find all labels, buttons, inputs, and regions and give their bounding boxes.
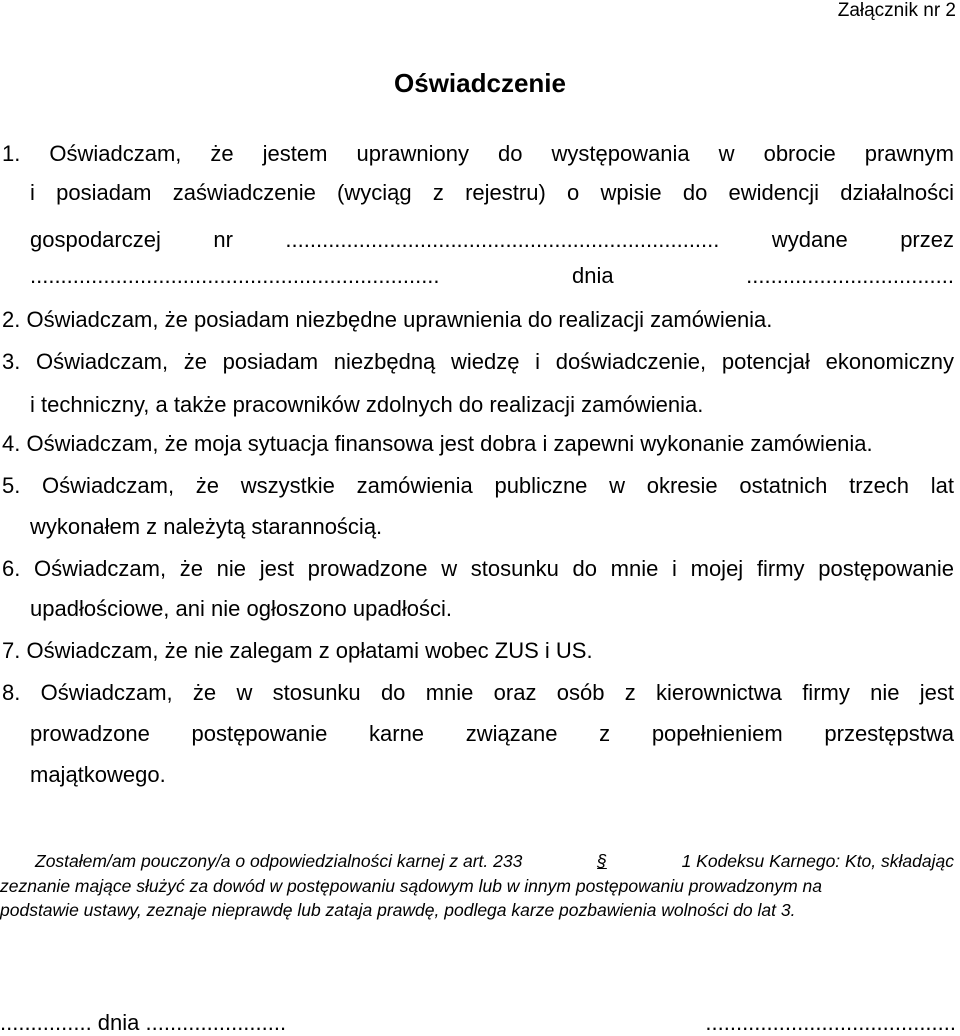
statement-2-line-1: 2. Oświadczam, że posiadam niezbędne uprawnienia do realizacji zamówienia.	[2, 307, 773, 332]
statement-8-line-3: majątkowego.	[30, 762, 166, 787]
statement-6-line-1: 6. Oświadczam, że nie jest prowadzone w stosunku do mnie i mojej firmy postępowanie	[2, 556, 954, 581]
statement-4-line-1: 4. Oświadczam, że moja sytuacja finansowa jest dobra i zapewni wykonanie zamówienia.	[2, 431, 873, 456]
legal-note-line-1	[35, 851, 954, 872]
statement-1-line-3: gospodarczej nr ....................................................................... wydane przez	[30, 227, 954, 252]
legal-note-line-1-start: Zostałem/am pouczony/a o odpowiedzialności karnej z art. 233	[35, 851, 523, 871]
signature-line: .........................................	[705, 1010, 956, 1035]
legal-note-line-1-end: 1 Kodeksu Karnego: Kto, składając	[681, 851, 954, 871]
statement-3-line-1: 3. Oświadczam, że posiadam niezbędną wiedzę i doświadczenie, potencjał ekonomiczny	[2, 349, 954, 374]
statement-8-line-2: prowadzone postępowanie karne związane z popełnieniem przestępstwa	[30, 721, 954, 746]
statement-5-line-1: 5. Oświadczam, że wszystkie zamówienia publiczne w okresie ostatnich trzech lat	[2, 473, 954, 498]
statement-5-line-2: wykonałem z należytą starannością.	[30, 514, 383, 539]
statement-7-line-1: 7. Oświadczam, że nie zalegam z opłatami wobec ZUS i US.	[2, 638, 593, 663]
statement-1-line-2: i posiadam zaświadczenie (wyciąg z rejestru) o wpisie do ewidencji działalności	[30, 180, 954, 205]
place-date-line: ............... dnia .......................	[0, 1010, 287, 1035]
statement-1-line-4: ................................................................... dnia ..................................	[30, 263, 954, 288]
attachment-label: Załącznik nr 2	[837, 0, 956, 21]
statement-1-line-1: 1. Oświadczam, że jestem uprawniony do występowania w obrocie prawnym	[2, 141, 954, 166]
section-sign: §	[597, 851, 607, 871]
statement-8-line-1: 8. Oświadczam, że w stosunku do mnie oraz osób z kierownictwa firmy nie jest	[2, 680, 954, 705]
statement-3-line-2: i techniczny, a także pracowników zdolnych do realizacji zamówienia.	[30, 392, 704, 417]
legal-note-line-3: podstawie ustawy, zeznaje nieprawdę lub zataja prawdę, podlega karze pozbawienia wolności do lat 3.	[0, 900, 796, 920]
statement-6-line-2: upadłościowe, ani nie ogłoszono upadłości.	[30, 596, 452, 621]
legal-note-line-2: zeznanie mające służyć za dowód w postępowaniu sądowym lub w innym postępowaniu prowadzonym na	[0, 876, 822, 896]
document-title: Oświadczenie	[394, 68, 566, 98]
